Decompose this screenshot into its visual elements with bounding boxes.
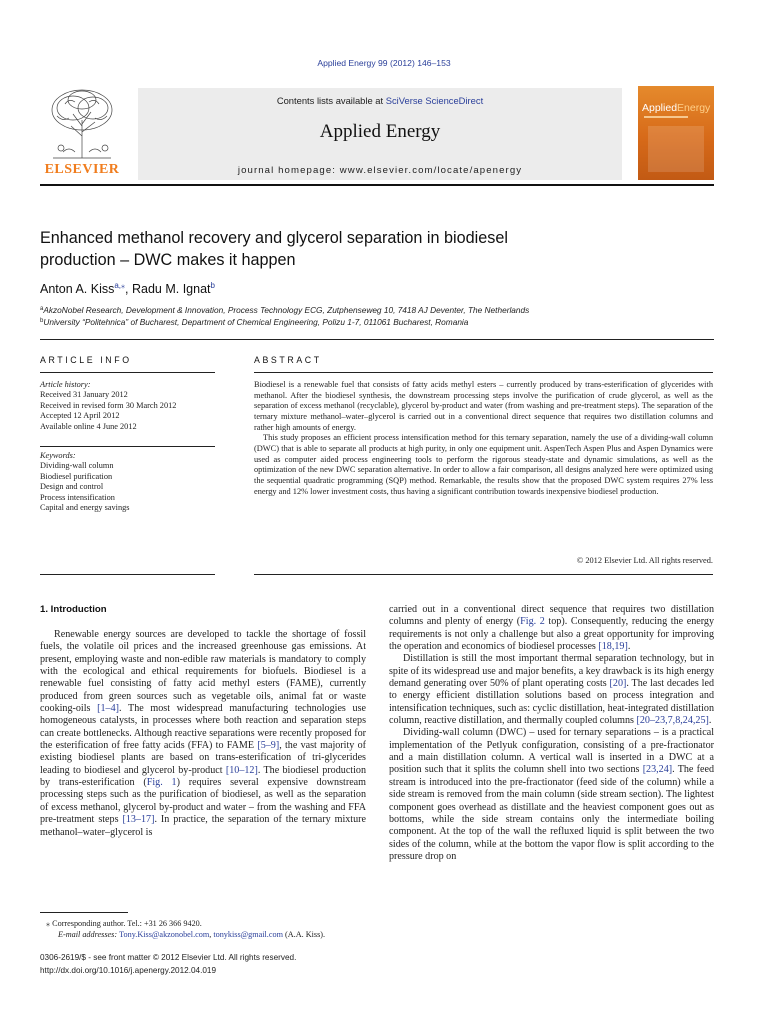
author-name: , Radu M. Ignat — [125, 282, 211, 296]
figure-link[interactable]: Fig. 2 — [520, 616, 545, 628]
article-history: Article history: Received 31 January 2012 Received in revised form 30 March 2012 Accepted 12 April 2012 Available online 4 June 2012 — [40, 380, 177, 431]
cover-rule — [644, 116, 688, 118]
reference-link[interactable]: [10–12] — [225, 764, 258, 776]
email-link[interactable]: Tony.Kiss@akzonobel.com — [119, 930, 210, 939]
elsevier-tree-icon — [43, 86, 121, 160]
divider — [254, 574, 713, 575]
affiliation: $^b$University “Politehnica” of Bucharest, Department of Chemical Engineering, Polizu 1-7, 011061 Bucharest, Romania — [40, 317, 469, 327]
elsevier-wordmark: ELSEVIER — [44, 162, 120, 177]
paragraph: Distillation is still the most important thermal separation technology, but in spite of its widespread use and major benefits, a key drawback is its high energy demand generating over 50% of plant operating costs [20]. The last decades led to energy efficient distillation solutions based on process integration and intensification techniques, such as: cyclic distillation, heat-integrated distillation column, reactive distillation, and thermally coupled columns [20–23,7,8,24,25]. — [389, 653, 715, 727]
body-column-right — [389, 604, 714, 863]
author-list — [40, 281, 215, 296]
keywords: Keywords: Dividing-wall column Biodiesel purification Design and control Process intensification Capital and energy savings — [40, 451, 130, 513]
divider — [40, 339, 714, 340]
journal-cover-image — [638, 86, 714, 180]
paragraph: Renewable energy sources are developed to tackle the shortage of fossil fuels, the volatile oil prices and the increased greenhouse gas emissions. At present, employing waste and non-edible raw materials is mandatory to comply with the ecological and ethical requirements for biofuels. Biodiesel is a renewable fuel consisting of fatty acid methyl esters (FAME), currently produced from green sources such as vegetable oils, animal fat or waste cooking-oils [1–4]. The most widespread manufacturing technologies use homogeneous catalysts, in processes where both reaction and separation steps can create bottlenecks. Although reactive separations were recently proposed for the esterification of free fatty acids (FFA) to FAME [5–9], the vast majority of existing biodiesel plants are based on trans-esterification of tri-glycerides leading to biodiesel and glycerol by-product [10–12]. The biodiesel production by trans-esterification (Fig. 1) requires several expensive downstream processing steps such as the purification of biodiesel, as well as the separation of excess methanol, glycerol by-product and water – from the washing and FFA pre-treatment steps [13–17]. In practice, the separation of the ternary mixture methanol–water–glycerol is — [40, 629, 367, 838]
abstract-text: Biodiesel is a renewable fuel that consists of fatty acids methyl esters – currently produced by trans-esterification of glycerides with methanol. After the biodiesel synthesis, the downstream processing steps involve the purification of crude glycerol, as well as the separation of excess methanol (recyclable), glycerol by-product and water (from washing and pre-treatment steps). The separation of the ternary mixture methanol–water–glycerol is carried out in a conventional direct sequence that requires two distillation columns and rather high amounts of energy. This study proposes an efficient process intensification method for this ternary separation, namely the use of a dividing-wall column (DWC) that is able to separate all products at high purity, in only one equipment unit. AspenTech Aspen Plus and Aspen Dynamics were used as computer aided process engineering tools to perform the rigorous steady-state and dynamic simulations, as well as the optimization of the new DWC separation alternative. In order to allow a fair comparison, all designs analyzed here were optimized using the sequential quadratic programming (SQP) method. Remarkable, the results show that the proposed DWC system requires 27% less energy and 12% lower investment costs, thus having a significant contribution towards inexpensive biodiesel production. — [254, 380, 713, 496]
journal-banner — [138, 88, 622, 180]
article-info-heading: ARTICLE INFO — [40, 355, 132, 365]
divider — [40, 574, 215, 575]
journal-homepage[interactable]: journal homepage: www.elsevier.com/locate/apenergy — [237, 165, 523, 176]
paragraph: carried out in a conventional direct sequence that requires two distillation columns and plenty of energy (Fig. 2 top). Consequently, reducing the energy requirements is not only a challenge but also a great opportunity for improving the operation and economics of biodiesel processes [18,19]. — [389, 604, 714, 653]
reference-link[interactable]: [1–4] — [97, 703, 120, 715]
email-addresses: E-mail addresses: Tony.Kiss@akzonobel.com, tonykiss@gmail.com (A.A. Kiss). — [58, 930, 326, 939]
author-affiliation-mark[interactable]: b — [210, 281, 215, 290]
divider — [254, 372, 713, 373]
journal-title: Applied Energy — [319, 121, 441, 142]
reference-link[interactable]: [20–23,7,8,24,25] — [636, 715, 709, 727]
cover-panel — [648, 126, 704, 172]
section-heading: 1. Introduction — [40, 604, 107, 615]
elsevier-logo — [40, 86, 124, 178]
body-column-left — [40, 629, 366, 839]
corresponding-author-note: ⁎ Corresponding author. Tel.: +31 26 366 9420. — [46, 919, 202, 928]
author-affiliation-mark[interactable]: a,⁎ — [114, 281, 126, 290]
reference-link[interactable]: [5–9] — [257, 740, 280, 752]
divider — [40, 446, 215, 447]
doi-link[interactable]: http://dx.doi.org/10.1016/j.apenergy.2012.04.019 — [40, 966, 217, 975]
divider — [40, 372, 215, 373]
abstract-copyright: © 2012 Elsevier Ltd. All rights reserved. — [576, 556, 713, 565]
header-divider — [40, 184, 714, 186]
issn-line: 0306-2619/$ - see front matter © 2012 Elsevier Ltd. All rights reserved. — [40, 953, 297, 962]
contents-prefix: Contents lists available at — [276, 95, 386, 106]
journal-citation[interactable]: Applied Energy 99 (2012) 146–153 — [317, 58, 451, 68]
reference-link[interactable]: [20] — [609, 678, 627, 690]
affiliation: $^a$AkzoNobel Research, Development & Innovation, Process Technology ECG, Zutphenseweg 10, 7418 AJ Deventer, The Netherlands — [40, 305, 530, 315]
author-name: Anton A. Kiss — [40, 282, 115, 296]
sciencedirect-link[interactable]: SciVerse ScienceDirect — [385, 95, 484, 106]
paragraph: Dividing-wall column (DWC) – used for ternary separations – is a practical implementation of the Petlyuk configuration, consisting of a pre-fractionator and a main distillation column. A vertical wall is inserted in a DWC at a position such that it splits the column shell into two sections [23,24]. The feed stream is introduced into the pre-fractionator (feed side of the column) while a side stream is removed from the main column (side stream section). The lightest component goes overhead as distillate and the heaviest component goes out as bottoms, while the side stream contains only the intermediate boiling component. At the top of the wall the refluxed liquid is split between the two sides of the column, while at the bottom the vapor flow is split according to the pressure drop on — [389, 727, 714, 862]
reference-link[interactable]: [23,24] — [642, 764, 673, 776]
cover-title: AppliedEnergy — [642, 102, 711, 114]
reference-link[interactable]: [18,19] — [598, 641, 628, 653]
email-link[interactable]: tonykiss@gmail.com — [213, 930, 283, 939]
reference-link[interactable]: [13–17] — [122, 814, 155, 826]
footnote-divider — [40, 912, 128, 913]
contents-line — [138, 95, 622, 106]
paper-title: Enhanced methanol recovery and glycerol separation in biodiesel production – DWC makes it happen — [40, 229, 508, 269]
figure-link[interactable]: Fig. 1 — [146, 777, 177, 789]
abstract-heading: ABSTRACT — [254, 355, 322, 365]
